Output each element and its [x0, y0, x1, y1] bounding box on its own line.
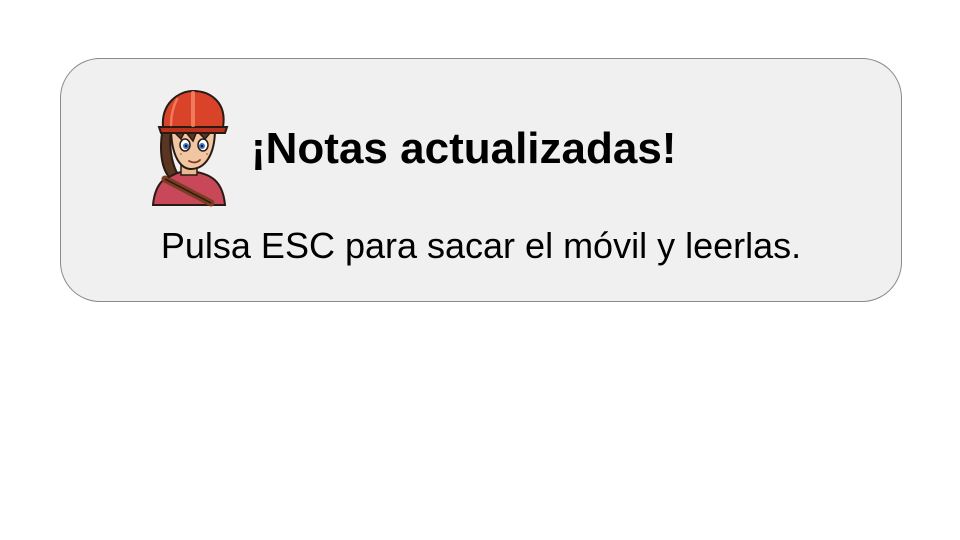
notification-title: ¡Notas actualizadas! — [251, 124, 677, 173]
notification-message: Pulsa ESC para sacar el móvil y leerlas. — [160, 225, 802, 266]
notes-updated-notification — [60, 58, 902, 302]
explorer-character-portrait-icon — [147, 87, 231, 207]
